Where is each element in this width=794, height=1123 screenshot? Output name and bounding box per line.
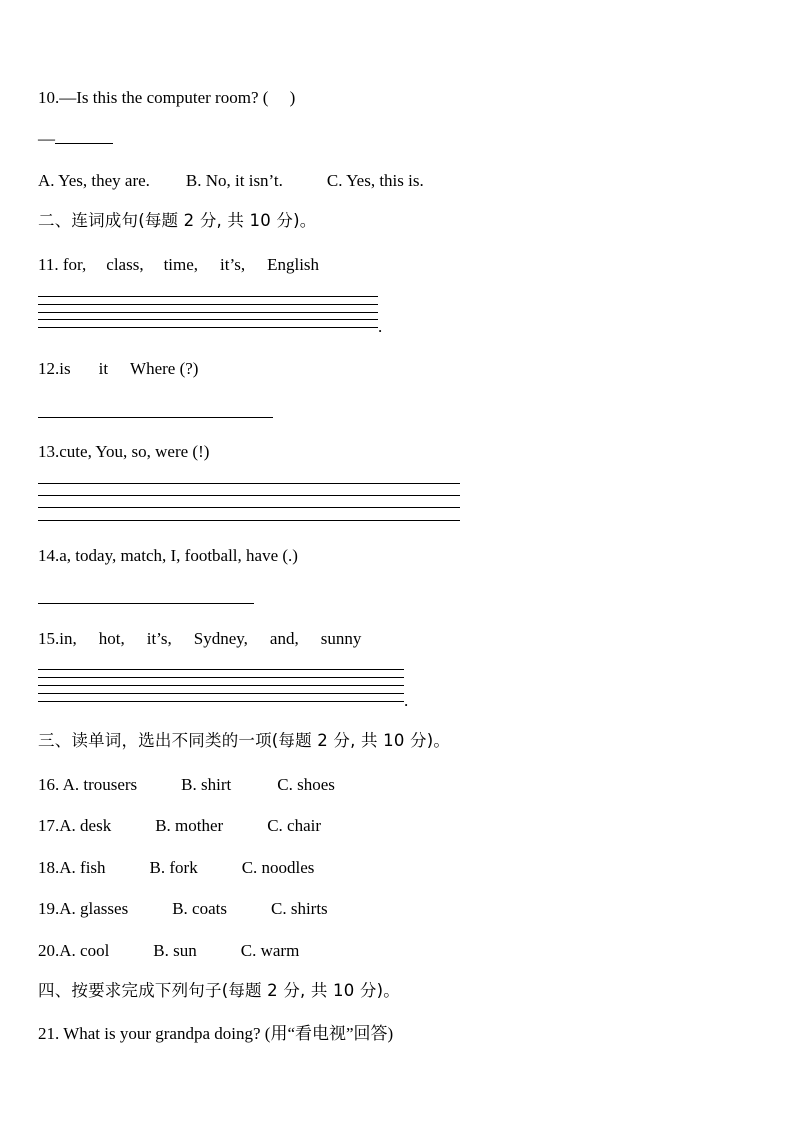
question-number: 19.	[38, 899, 60, 918]
period-mark: .	[378, 317, 383, 336]
option-b: B. fork	[149, 858, 198, 877]
word: English	[267, 255, 320, 274]
option-a: A. glasses	[59, 899, 129, 918]
answer-rule[interactable]	[38, 319, 378, 320]
word: time,	[163, 255, 199, 274]
answer-rule[interactable]	[38, 296, 378, 297]
answer-rule[interactable]	[38, 495, 460, 496]
answer-rule[interactable]	[38, 507, 460, 508]
question-19	[38, 899, 328, 919]
option-c: C. noodles	[241, 858, 315, 877]
answer-rule[interactable]	[38, 312, 378, 313]
answer-blank[interactable]	[55, 129, 113, 144]
word: sunny	[320, 629, 362, 648]
word: it’s,	[220, 255, 246, 274]
word: it’s,	[146, 629, 172, 648]
word: Sydney,	[193, 629, 248, 648]
question-14-words: 14.a, today, match, I, football, have (.)	[38, 546, 298, 565]
answer-rule[interactable]	[38, 483, 460, 484]
option-c: C. chair	[267, 816, 322, 835]
question-number: 18.	[38, 858, 60, 877]
option-b: B. shirt	[181, 775, 232, 794]
option-c: C. shirts	[270, 899, 328, 918]
section-4-heading: 四、按要求完成下列句子(每题 2 分, 共 10 分)。	[38, 981, 400, 1000]
option-c: C. Yes, this is.	[326, 171, 424, 190]
section-3-heading: 三、读单词，选出不同类的一项(每题 2 分, 共 10 分)。	[38, 731, 451, 750]
answer-rule[interactable]	[38, 327, 378, 328]
question-10-answer-line	[38, 129, 113, 149]
answer-rule[interactable]	[38, 693, 404, 694]
period-mark: .	[404, 691, 409, 710]
answer-rule[interactable]	[38, 603, 254, 604]
question-17	[38, 816, 321, 836]
option-a: A. desk	[59, 816, 112, 835]
question-10-options	[38, 171, 424, 191]
question-21: 21. What is your grandpa doing? (用“看电视”回答)	[38, 1024, 394, 1043]
question-18	[38, 858, 314, 878]
answer-rule[interactable]	[38, 520, 460, 521]
word: Where (?)	[130, 359, 199, 378]
question-number: 11.	[38, 255, 59, 274]
option-b: B. sun	[153, 941, 197, 960]
question-number: 15.	[38, 629, 60, 648]
word: is	[59, 359, 71, 378]
answer-rule[interactable]	[38, 685, 404, 686]
option-a: A. cool	[59, 941, 110, 960]
option-a: A. Yes, they are.	[38, 171, 150, 190]
question-number: 12.	[38, 359, 60, 378]
question-20	[38, 941, 299, 961]
question-number: 17.	[38, 816, 60, 835]
question-11-words	[38, 255, 319, 275]
question-16	[38, 775, 335, 795]
option-b: B. mother	[155, 816, 224, 835]
answer-rule[interactable]	[38, 701, 404, 702]
question-12-words	[38, 359, 198, 379]
question-15-words	[38, 629, 361, 649]
option-b: B. coats	[172, 899, 227, 918]
option-a: A. trousers	[62, 775, 138, 794]
word: and,	[269, 629, 299, 648]
word: it	[98, 359, 109, 378]
option-c: C. shoes	[277, 775, 335, 794]
option-c: C. warm	[240, 941, 300, 960]
question-number: 20.	[38, 941, 60, 960]
answer-rule[interactable]	[38, 304, 378, 305]
option-a: A. fish	[59, 858, 106, 877]
question-number: 16.	[38, 775, 60, 794]
word: class,	[106, 255, 144, 274]
answer-rule[interactable]	[38, 417, 273, 418]
word: hot,	[98, 629, 125, 648]
word: in,	[59, 629, 77, 648]
answer-rule[interactable]	[38, 677, 404, 678]
section-2-heading: 二、连词成句(每题 2 分, 共 10 分)。	[38, 211, 317, 230]
option-b: B. No, it isn’t.	[185, 171, 283, 190]
question-13-words: 13.cute, You, so, were (!)	[38, 442, 210, 461]
question-10-stem: 10.—Is this the computer room? ( )	[38, 88, 296, 107]
answer-rule[interactable]	[38, 669, 404, 670]
dash: —	[38, 129, 55, 148]
word: for,	[62, 255, 87, 274]
